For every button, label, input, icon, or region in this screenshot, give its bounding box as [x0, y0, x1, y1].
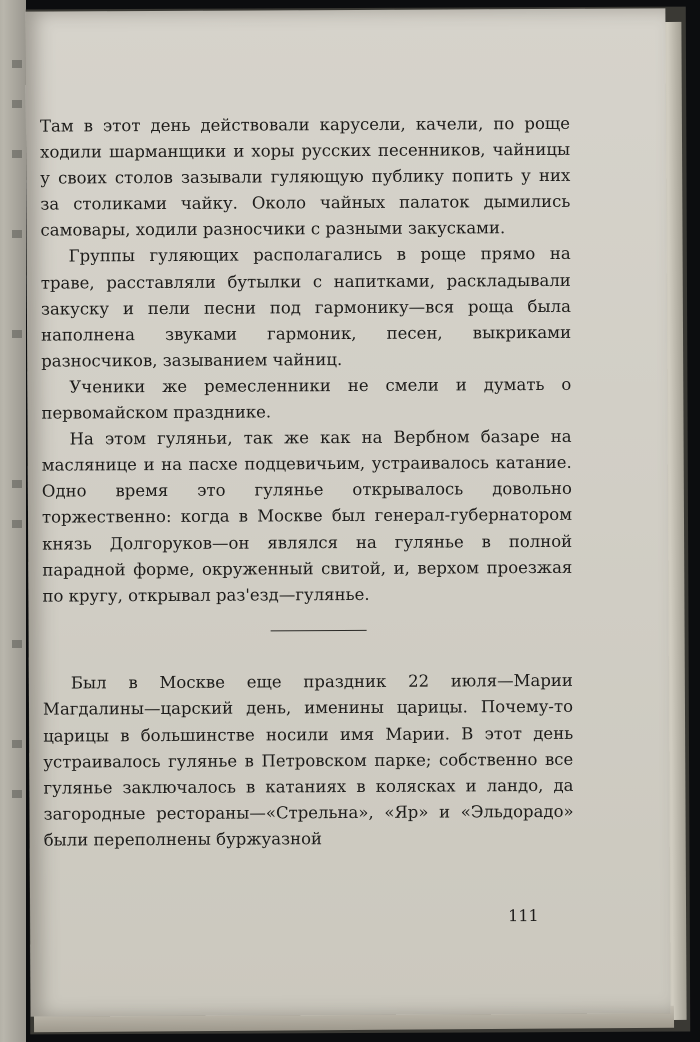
section-divider	[271, 630, 367, 632]
ghost-text-mark	[12, 520, 22, 528]
adjacent-page-edge	[0, 0, 26, 1042]
ghost-text-mark	[12, 640, 22, 648]
ghost-text-mark	[12, 790, 22, 798]
paragraph: Был в Москве еще праздник 22 июля—Марии Магдалины—царский день, именины царицы. Почему-то царицы в большинстве носили имя Марии. В этот день устраивалось гулянье в Петровском парке; собственно все гулянье заключалось в катаниях в колясках и ландо, да загородные рестораны—«Стрельна», «Яр» и «Эльдорадо» были переполнены буржуазной	[42, 671, 574, 850]
ghost-text-mark	[12, 740, 22, 748]
page-number: 111	[508, 906, 539, 926]
paragraph: На этом гуляньи, так же как на Вербном базаре на маслянице и на пасхе подцевичьим, устраивалось катание. Одно время это гулянье открывалось довольно торжественно: когда в Москве был генерал-губернатором князь Долгоруков—он являлся на гулянье в полной парадной форме, окруженный свитой, и, верхом проезжая по кругу, открывал раз'езд—гулянье.	[41, 426, 573, 606]
ghost-text-mark	[12, 60, 22, 68]
page-text	[40, 111, 574, 854]
paragraph: Группы гуляющих располагались в роще прямо на траве, расставляли бутылки с напитками, раскладывали закуску и пели песни под гармонику—вся роща была наполнена звуками гармоник, песен, выкриками разносчиков, зазыванием чайниц.	[40, 244, 572, 371]
paragraph: Там в этот день действовали карусели, качели, по роще ходили шарманщики и хоры русских песенников, чайницы у своих столов зазывали гуляющую публику попить у них за столиками чайку. Около чайных палаток дымились самовары, ходили разносчики с разными закусками.	[39, 113, 571, 240]
ghost-text-mark	[12, 480, 22, 488]
ghost-text-mark	[12, 100, 22, 108]
ghost-text-mark	[12, 150, 22, 158]
ghost-text-mark	[12, 230, 22, 238]
ghost-text-mark	[12, 330, 22, 338]
book-page	[25, 8, 670, 1016]
paragraph: Ученики же ремесленники не смели и думать о первомайском празднике.	[41, 374, 572, 423]
